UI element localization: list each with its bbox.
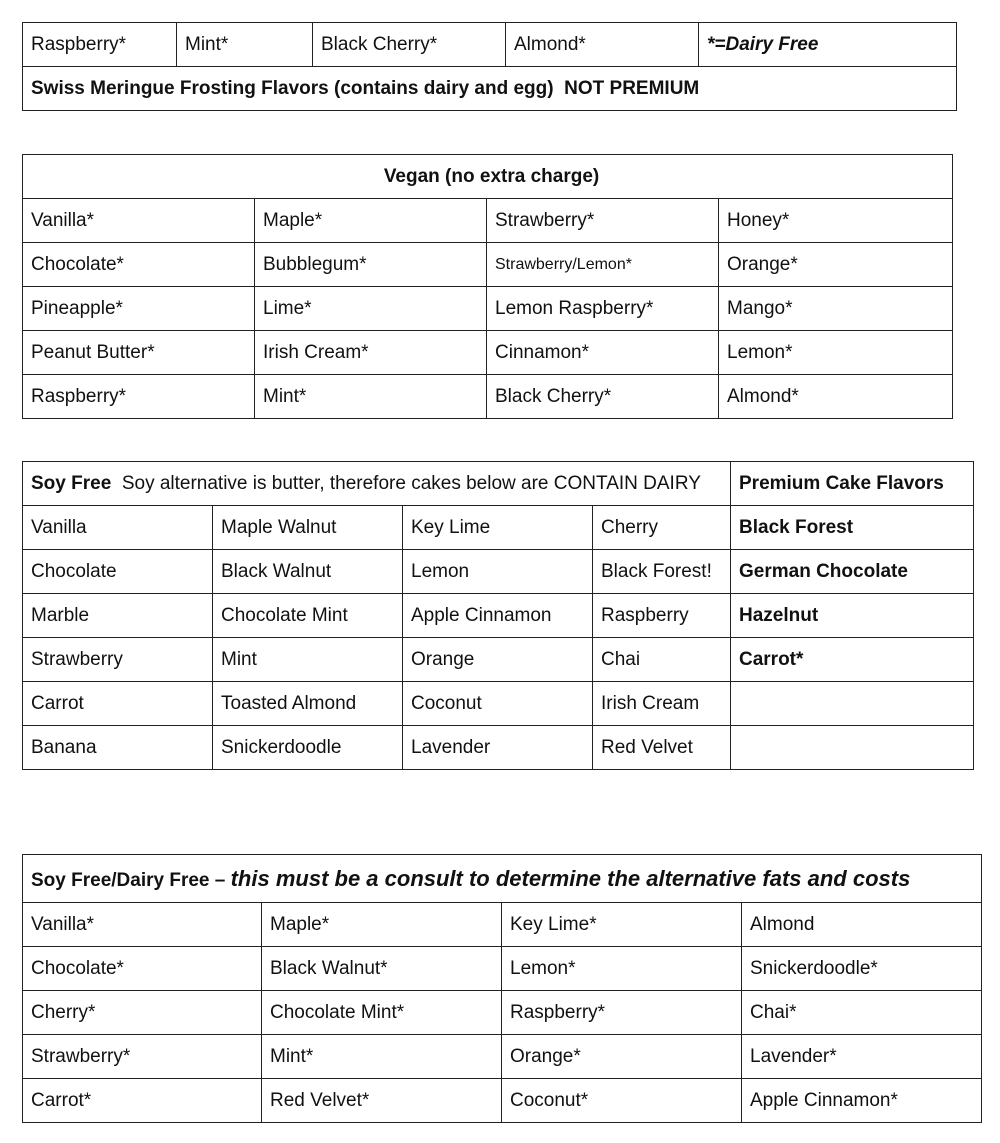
table-row: [23, 331, 953, 375]
table-cell: Red Velvet*: [262, 1079, 502, 1123]
table-cell: Lemon*: [502, 947, 742, 991]
table-cell: Banana: [23, 726, 213, 770]
table-cell: Chocolate*: [23, 243, 255, 287]
table-cell: Chocolate: [23, 550, 213, 594]
table-cell: Carrot: [23, 682, 213, 726]
table-cell: Peanut Butter*: [23, 331, 255, 375]
table-cell: Lavender: [403, 726, 593, 770]
table-cell: Strawberry*: [23, 1035, 262, 1079]
table-row: [23, 594, 974, 638]
table-cell: Key Lime: [403, 506, 593, 550]
table-cell: Lemon Raspberry*: [487, 287, 719, 331]
table-cell: Apple Cinnamon*: [742, 1079, 982, 1123]
premium-title: Premium Cake Flavors: [731, 462, 974, 506]
table-cell: Black Walnut: [213, 550, 403, 594]
table-row: [23, 287, 953, 331]
table-cell: Lime*: [255, 287, 487, 331]
vegan-table: [22, 154, 953, 419]
table-cell: Coconut: [403, 682, 593, 726]
table-cell: Vanilla*: [23, 903, 262, 947]
table-row: [23, 199, 953, 243]
table-cell: Cherry: [593, 506, 731, 550]
table-cell: Irish Cream*: [255, 331, 487, 375]
table-cell: Chocolate*: [23, 947, 262, 991]
table-cell: Black Cherry*: [487, 375, 719, 419]
dairy-free-legend: *=Dairy Free: [699, 23, 957, 67]
table-cell: Chai*: [742, 991, 982, 1035]
table-row: [23, 638, 974, 682]
table-cell: Vanilla: [23, 506, 213, 550]
table-cell: Toasted Almond: [213, 682, 403, 726]
table-row: [23, 67, 957, 111]
table-row: [23, 462, 974, 506]
table-cell: Cherry*: [23, 991, 262, 1035]
table-cell: Strawberry*: [487, 199, 719, 243]
table-cell: Mint*: [262, 1035, 502, 1079]
table-cell: Snickerdoodle*: [742, 947, 982, 991]
table-cell: Almond*: [719, 375, 953, 419]
table-cell: Key Lime*: [502, 903, 742, 947]
table-cell: Cinnamon*: [487, 331, 719, 375]
table-cell: Orange*: [719, 243, 953, 287]
table-cell: Black Cherry*: [313, 23, 506, 67]
table-cell: Lemon: [403, 550, 593, 594]
table-row: [23, 991, 982, 1035]
table-cell: Red Velvet: [593, 726, 731, 770]
table-cell: Lemon*: [719, 331, 953, 375]
table-cell: Chocolate Mint*: [262, 991, 502, 1035]
table-cell: Vanilla*: [23, 199, 255, 243]
table-row: [23, 947, 982, 991]
premium-cell: Black Forest: [731, 506, 974, 550]
section-title-note: this must be a consult to determine the alternative fats and costs: [230, 865, 911, 891]
table-cell: Strawberry/Lemon*: [487, 243, 719, 287]
table-cell: Raspberry*: [23, 375, 255, 419]
table-row: [23, 855, 982, 903]
premium-cell: [731, 682, 974, 726]
table-cell: Maple*: [262, 903, 502, 947]
table-row: [23, 23, 957, 67]
table-cell: Apple Cinnamon: [403, 594, 593, 638]
section-title: Swiss Meringue Frosting Flavors (contains dairy and egg) NOT PREMIUM: [23, 67, 957, 111]
table-cell: Honey*: [719, 199, 953, 243]
table-cell: Coconut*: [502, 1079, 742, 1123]
table-row: [23, 506, 974, 550]
table-row: [23, 243, 953, 287]
section-title: [23, 855, 982, 903]
table-row: [23, 726, 974, 770]
table-row: [23, 155, 953, 199]
premium-cell: Carrot*: [731, 638, 974, 682]
section-title-bold: Soy Free/Dairy Free –: [31, 869, 231, 891]
table-cell: Orange*: [502, 1035, 742, 1079]
table-cell: Chocolate Mint: [213, 594, 403, 638]
table-row: [23, 682, 974, 726]
soy-free-table: [22, 461, 974, 770]
section-title: [23, 462, 731, 506]
table-cell: Chai: [593, 638, 731, 682]
table-cell: Mint*: [255, 375, 487, 419]
table-cell: Irish Cream: [593, 682, 731, 726]
table-cell: Marble: [23, 594, 213, 638]
premium-cell: Hazelnut: [731, 594, 974, 638]
table-cell: Mint*: [177, 23, 313, 67]
table-cell: Snickerdoodle: [213, 726, 403, 770]
premium-cell: [731, 726, 974, 770]
table-cell: Maple*: [255, 199, 487, 243]
table-row: [23, 550, 974, 594]
table-row: [23, 903, 982, 947]
section-title: Vegan (no extra charge): [23, 155, 953, 199]
table-cell: Black Forest!: [593, 550, 731, 594]
table-cell: Carrot*: [23, 1079, 262, 1123]
table-row: [23, 1079, 982, 1123]
table-row: [23, 375, 953, 419]
table-cell: Mango*: [719, 287, 953, 331]
table-cell: Orange: [403, 638, 593, 682]
table-cell: Raspberry*: [502, 991, 742, 1035]
premium-cell: German Chocolate: [731, 550, 974, 594]
table-cell: Almond: [742, 903, 982, 947]
table-cell: Lavender*: [742, 1035, 982, 1079]
table-cell: Black Walnut*: [262, 947, 502, 991]
table-cell: Mint: [213, 638, 403, 682]
table-cell: Strawberry: [23, 638, 213, 682]
table-cell: Raspberry: [593, 594, 731, 638]
section-title-bold: Soy Free: [31, 472, 112, 494]
table-cell: Pineapple*: [23, 287, 255, 331]
table-cell: Bubblegum*: [255, 243, 487, 287]
table-cell: Raspberry*: [23, 23, 177, 67]
section-title-note: Soy alternative is butter, therefore cakes below are CONTAIN DAIRY: [111, 472, 701, 494]
swiss-meringue-table: [22, 22, 957, 111]
soy-dairy-free-table: [22, 854, 982, 1123]
table-cell: Maple Walnut: [213, 506, 403, 550]
table-row: [23, 1035, 982, 1079]
table-cell: Almond*: [506, 23, 699, 67]
